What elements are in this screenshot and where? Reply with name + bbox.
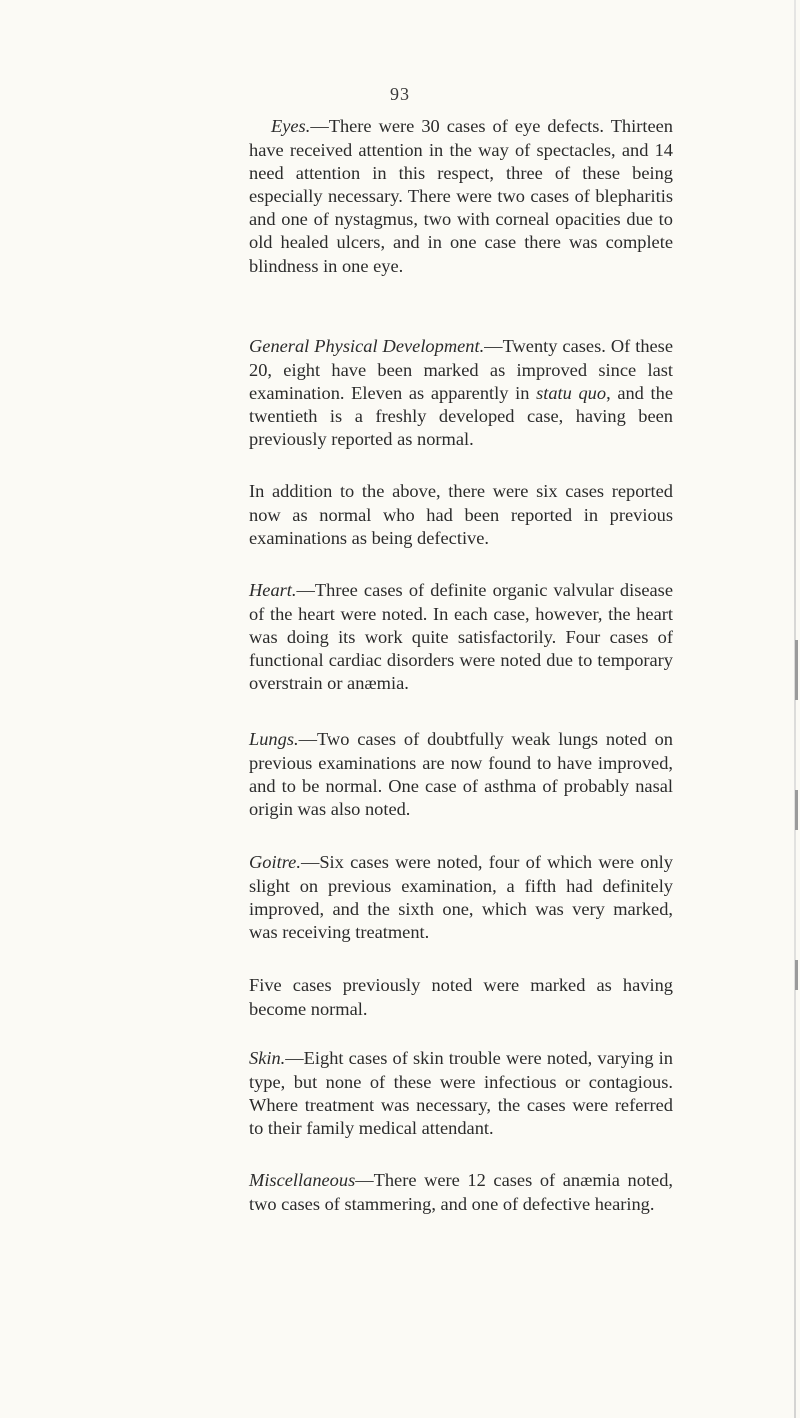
paragraph-text: Five cases previously noted were marked as having become normal.: [249, 975, 673, 1019]
paragraph-goitre: [249, 851, 673, 944]
page-edge-shadow: [794, 0, 796, 1418]
paragraph-addition: [249, 480, 673, 550]
paragraph-heart: [249, 579, 673, 695]
paragraph-text: —Three cases of definite organic valvular disease of the heart were noted. In each case, however, the heart was doing its work quite satisfactorily. Four cases of functional cardiac disorders were noted due to temporary overstrain or anæmia.: [249, 580, 673, 694]
paragraph-general-physical-development: [249, 335, 673, 451]
paragraph-heading: Heart.: [249, 580, 297, 601]
paragraph-heading: Eyes.: [271, 116, 311, 137]
paragraph-text: —Two cases of doubtfully weak lungs noted on previous examinations are now found to have improved, and to be normal. One case of asthma of probably nasal origin was also noted.: [249, 729, 673, 819]
page-number: 93: [390, 84, 410, 104]
paragraph-skin: [249, 1047, 673, 1140]
paragraph-text: —There were 30 cases of eye defects. Thirteen have received attention in the way of spectacles, and 14 need attention in this respect, three of these being especially necessary. There were two cases of blepharitis and one of nystagmus, two with corneal opacities due to old healed ulcers, and in one case there was complete blindness in one eye.: [249, 116, 673, 276]
paragraph-miscellaneous: [249, 1169, 673, 1215]
paragraph-normal-cases: [249, 974, 673, 1020]
paragraph-text: —Twenty cases. Of these 20, eight have been marked as improved since last examination. Eleven as apparently in: [249, 336, 673, 403]
latin-phrase: statu quo: [536, 382, 607, 403]
paragraph-heading: Miscellaneous: [249, 1170, 356, 1191]
page-edge-mark: [795, 960, 798, 990]
paragraph-heading: General Physical Development.: [249, 336, 485, 357]
paragraph-lungs: [249, 728, 673, 821]
page-edge-mark: [795, 640, 798, 700]
paragraph-text: —There were 12 cases of anæmia noted, two cases of stammering, and one of defective hearing.: [249, 1170, 673, 1214]
paragraph-heading: Skin.: [249, 1048, 286, 1069]
paragraph-text: In addition to the above, there were six cases reported now as normal who had been reported in previous examinations as being defective.: [249, 481, 673, 548]
paragraph-heading: Lungs.: [249, 729, 299, 750]
page-edge-mark: [795, 790, 798, 830]
paragraph-text: —Eight cases of skin trouble were noted, varying in type, but none of these were infectious or contagious. Where treatment was necessary, the cases were referred to their family medical attendant.: [249, 1048, 673, 1138]
paragraph-heading: Goitre.: [249, 852, 301, 873]
paragraph-eyes: [249, 115, 673, 277]
paragraph-text: —Six cases were noted, four of which were only slight on previous examination, a fifth had definitely improved, and the sixth one, which was very marked, was receiving treatment.: [249, 852, 673, 942]
paragraph-text: , and the twentieth is a freshly developed case, having been previously reported as normal.: [249, 382, 673, 450]
